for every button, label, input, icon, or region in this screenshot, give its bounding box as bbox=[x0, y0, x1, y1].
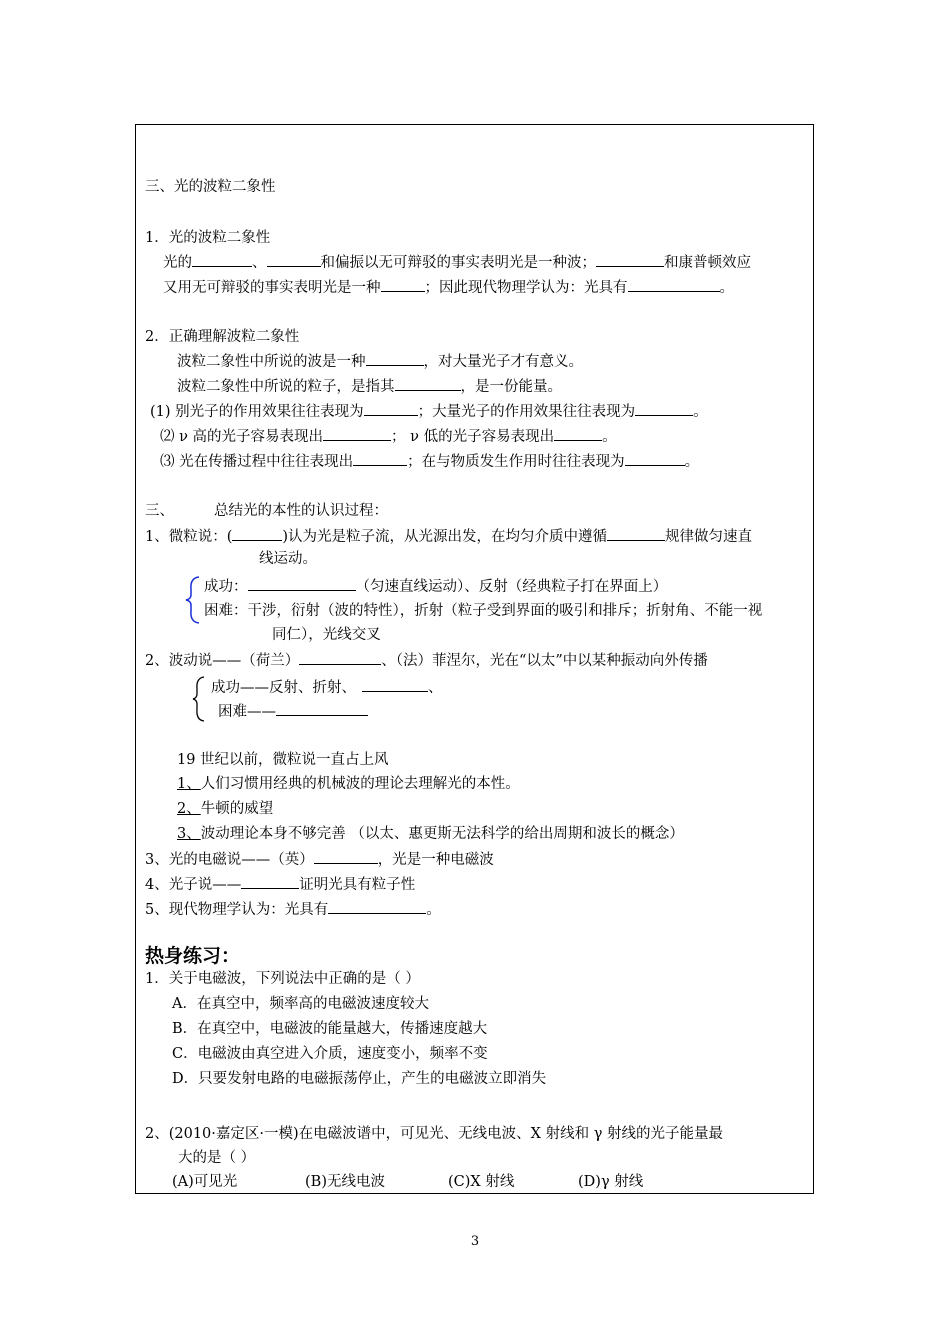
wave-success: 成功——反射、折射、 、 bbox=[211, 677, 443, 698]
q1-option-d: D．只要发射电路的电磁振荡停止，产生的电磁波立即消失 bbox=[172, 1071, 547, 1087]
left-brace-icon bbox=[192, 675, 206, 723]
q2-option-b: (B)无线电波 bbox=[305, 1174, 385, 1190]
question-2-cont: 大的是（ ） bbox=[178, 1150, 256, 1166]
left-brace-icon bbox=[185, 575, 201, 625]
q1-option-b: B．在真空中，电磁波的能量越大，传播速度越大 bbox=[172, 1021, 488, 1037]
p1-line-a: 光的 、 和偏振以无可辩驳的事实表明光是一种波； 和康普顿效应 bbox=[163, 252, 751, 273]
warmup-heading: 热身练习： bbox=[145, 945, 241, 967]
wave-difficulty: 困难—— bbox=[218, 701, 368, 722]
p2-line-b: 波粒二象性中所说的粒子，是指其 ，是一份能量。 bbox=[177, 376, 562, 397]
question-1: 1．关于电磁波，下列说法中正确的是（ ） bbox=[145, 971, 420, 987]
reason-1: 1、人们习惯用经典的机械波的理论去理解光的本性。 bbox=[177, 776, 520, 792]
wave-theory-line: 2、波动说——（荷兰） 、（法）菲涅尔，光在“以太”中以某种振动向外传播 bbox=[145, 650, 708, 671]
p1-title: 1．光的波粒二象性 bbox=[145, 230, 271, 246]
photon-theory: 4、光子说—— 证明光具有粒子性 bbox=[145, 874, 415, 895]
corpuscular-difficulty-b: 同仁），光线交叉 bbox=[272, 627, 381, 643]
p1-line-b: 又用无可辩驳的事实表明光是一种 ；因此现代物理学认为：光具有 。 bbox=[163, 277, 734, 298]
nineteenth-century-note: 19 世纪以前，微粒说一直占上风 bbox=[177, 752, 389, 768]
p2-line-e: ⑶ 光在传播过程中往往表现出 ；在与物质发生作用时往往表现为 。 bbox=[160, 451, 699, 472]
q1-option-a: A．在真空中，频率高的电磁波速度较大 bbox=[172, 996, 429, 1012]
q1-option-c: C．电磁波由真空进入介质，速度变小，频率不变 bbox=[172, 1046, 488, 1062]
q2-option-c: (C)X 射线 bbox=[448, 1174, 515, 1190]
corpuscular-line-a: 1、微粒说：( )认为光是粒子流，从光源出发，在均匀介质中遵循 规律做匀速直 bbox=[145, 526, 752, 547]
modern-view: 5、现代物理学认为：光具有 。 bbox=[145, 899, 441, 920]
summary-title: 三、 总结光的本性的认识过程： bbox=[145, 503, 388, 519]
section-title-duality: 三、光的波粒二象性 bbox=[145, 179, 276, 195]
electromagnetic-theory: 3、光的电磁说——（英） ，光是一种电磁波 bbox=[145, 849, 494, 870]
p2-line-c: (1) 别光子的作用效果往往表现为 ；大量光子的作用效果往往表现为 。 bbox=[150, 401, 708, 422]
q2-option-d: (D)γ 射线 bbox=[578, 1174, 644, 1190]
corpuscular-line-b: 线运动。 bbox=[259, 551, 317, 567]
question-2: 2、(2010·嘉定区·一模)在电磁波谱中，可见光、无线电波、X 射线和 γ 射线的光子能量最 bbox=[145, 1126, 723, 1142]
p2-line-d: ⑵ ν 高的光子容易表现出 ； ν 低的光子容易表现出 。 bbox=[160, 426, 617, 447]
corpuscular-difficulty-a: 困难：干涉，衍射（波的特性），折射（粒子受到界面的吸引和排斥；折射角、不能一视 bbox=[204, 603, 763, 619]
p2-line-a: 波粒二象性中所说的波是一种 ，对大量光子才有意义。 bbox=[177, 351, 583, 372]
reason-3: 3、波动理论本身不够完善 （以太、惠更斯无法科学的给出周期和波长的概念） bbox=[177, 826, 684, 842]
q2-option-a: (A)可见光 bbox=[172, 1174, 238, 1190]
p2-title: 2．正确理解波粒二象性 bbox=[145, 329, 300, 345]
reason-2: 2、牛顿的威望 bbox=[177, 801, 274, 817]
page-number: 3 bbox=[470, 1234, 480, 1249]
corpuscular-success: 成功： （匀速直线运动）、反射（经典粒子打在界面上） bbox=[204, 576, 667, 597]
